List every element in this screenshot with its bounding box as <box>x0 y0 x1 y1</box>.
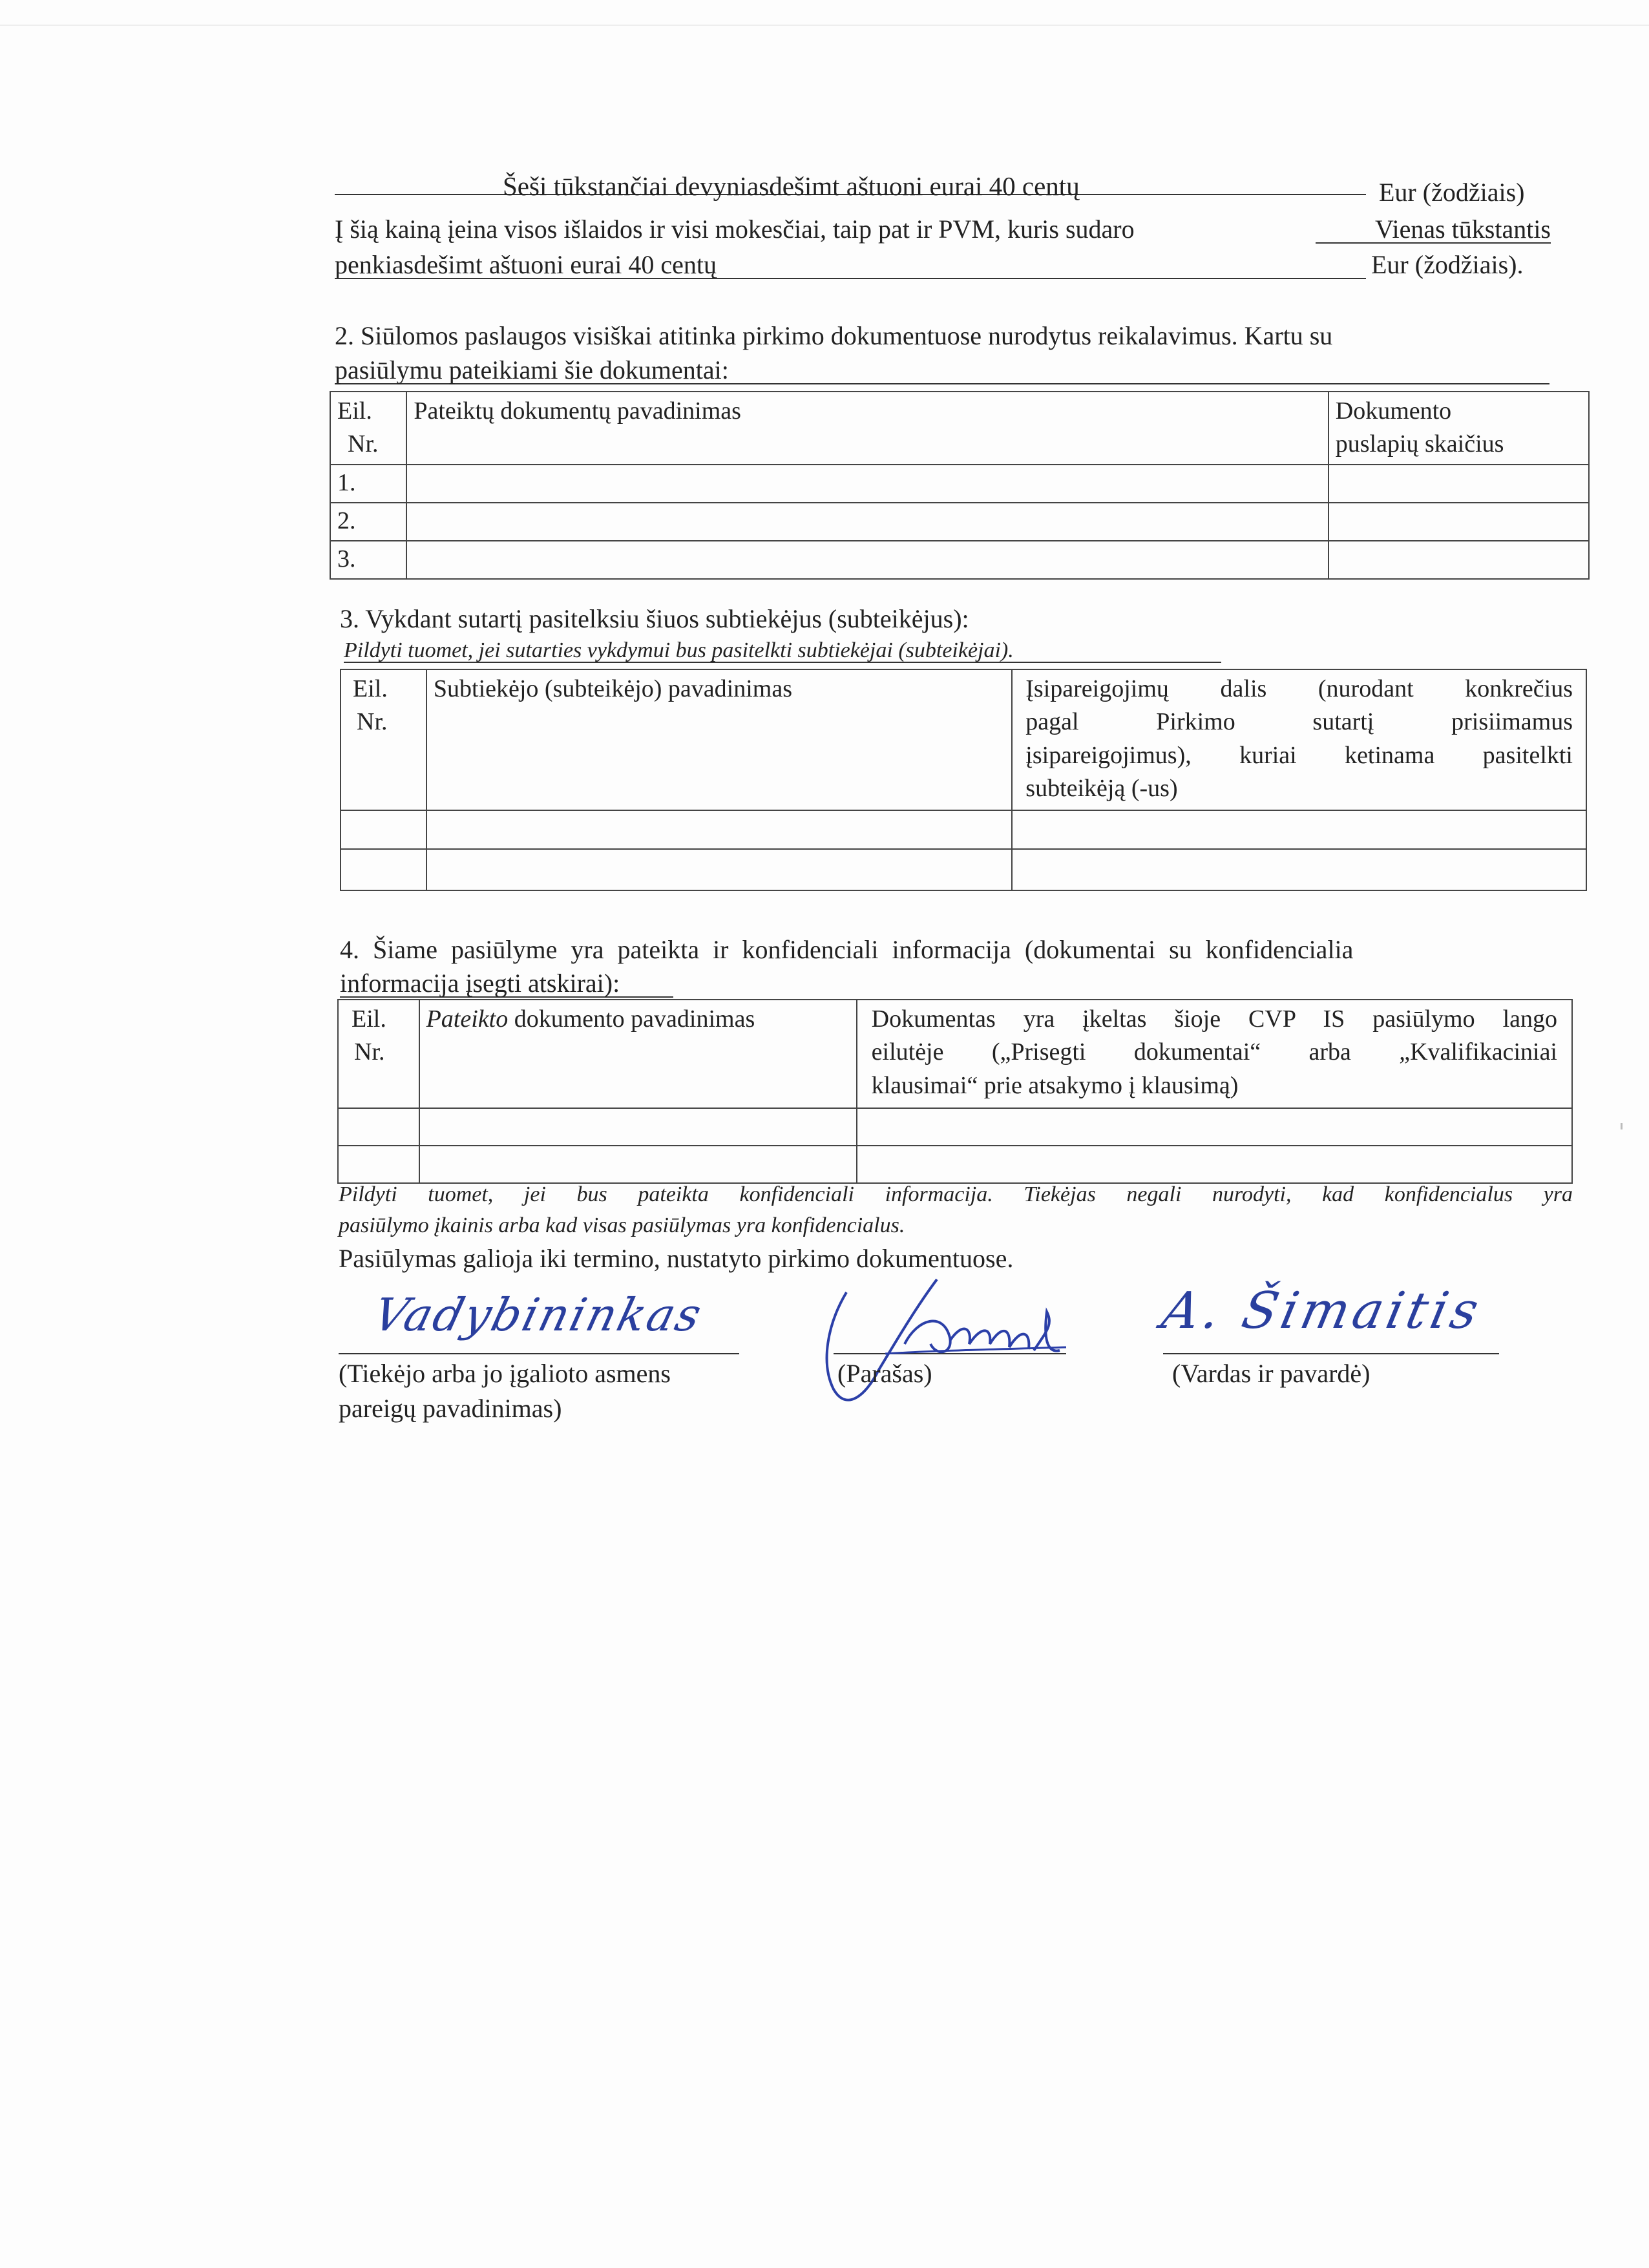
row-obligations-part[interactable] <box>1012 810 1586 849</box>
header-nr-line1: Eil. <box>352 1005 386 1033</box>
table-row <box>330 465 1589 503</box>
header-nr <box>330 392 406 465</box>
header-upload-location <box>857 1000 1572 1108</box>
table-row <box>341 849 1586 890</box>
section4-note-line1: Pildyti tuomet, jei bus pateikta konfidenciali informacija. Tiekėjas negali nurodyti, kad konfidencialus yra <box>339 1182 1573 1206</box>
table-row <box>341 810 1586 849</box>
vat-eur-label: Eur (žodžiais). <box>1371 250 1524 279</box>
row-doc-name[interactable] <box>406 541 1328 579</box>
row-upload-location[interactable] <box>857 1146 1572 1183</box>
row-subcontractor-name[interactable] <box>426 810 1012 849</box>
row-nr <box>341 810 426 849</box>
row-nr <box>338 1108 419 1146</box>
row-nr <box>341 849 426 890</box>
vat-words-underline <box>335 278 1366 279</box>
table-header-row <box>341 669 1586 810</box>
price-amount-words: Šeši tūkstančiai devyniasdešimt aštuoni eurai 40 centų <box>503 171 1080 201</box>
handwritten-position: Vadybininkas <box>368 1288 709 1341</box>
position-label-line2: pareigų pavadinimas) <box>339 1394 562 1423</box>
table-row <box>330 541 1589 579</box>
header-obligations-line1: Įsipareigojimų dalis (nurodant konkrečius <box>1025 675 1573 702</box>
section2-line2: pasiūlymu pateikiami šie dokumentai: <box>335 357 1549 384</box>
header-nr-line2: Nr. <box>357 708 388 736</box>
row-nr: 1. <box>330 465 406 503</box>
row-nr: 3. <box>330 541 406 579</box>
header-nr-line2: Nr. <box>348 430 379 458</box>
table-header-row <box>338 1000 1572 1108</box>
header-pages-line2: puslapių skaičius <box>1335 430 1504 458</box>
table-header-row <box>330 392 1589 465</box>
section2-line1: 2. Siūlomos paslaugos visiškai atitinka pirkimo dokumentuose nurodytus reikalavimus. Kartu su <box>335 321 1333 350</box>
header-page-count <box>1329 392 1589 465</box>
signature-scribble <box>788 1266 1086 1415</box>
vat-words-part1: Vienas tūkstantis <box>1316 216 1551 244</box>
header-doc-name-rest: dokumento pavadinimas <box>508 1005 755 1033</box>
section4-line1: 4. Šiame pasiūlyme yra pateikta ir konfidenciali informacija (dokumentai su konfidencialia <box>340 935 1354 964</box>
price-eur-label: Eur (žodžiais) <box>1379 178 1525 207</box>
header-nr-line1: Eil. <box>353 675 388 702</box>
section3-title: 3. Vykdant sutartį pasitelksiu šiuos subtiekėjus (subteikėjus): <box>340 604 969 633</box>
name-label: (Vardas ir pavardė) <box>1172 1359 1371 1388</box>
scan-edge <box>0 25 1649 26</box>
submitted-documents-table <box>330 391 1590 580</box>
header-location-line1: Dokumentas yra įkeltas šioje CVP IS pasiūlymo lango <box>871 1005 1557 1033</box>
row-upload-location[interactable] <box>857 1108 1572 1146</box>
row-page-count[interactable] <box>1329 503 1589 541</box>
price-includes-text: Į šią kainą įeina visos išlaidos ir visi mokesčiai, taip pat ir PVM, kuris sudaro <box>335 215 1135 244</box>
header-nr <box>338 1000 419 1108</box>
vat-words-part2: penkiasdešimt aštuoni eurai 40 centų <box>335 250 717 279</box>
row-subcontractor-name[interactable] <box>426 849 1012 890</box>
table-row <box>330 503 1589 541</box>
section4-note-line2: pasiūlymo įkainis arba kad visas pasiūlymas yra konfidencialus. <box>339 1213 905 1237</box>
row-obligations-part[interactable] <box>1012 849 1586 890</box>
row-doc-name[interactable] <box>419 1108 857 1146</box>
confidential-documents-table <box>337 999 1573 1184</box>
row-nr: 2. <box>330 503 406 541</box>
header-obligations-line4: subteikėją (-us) <box>1025 774 1178 802</box>
scan-speck <box>1621 1123 1623 1129</box>
signature-label: (Parašas) <box>837 1359 932 1388</box>
offer-validity: Pasiūlymas galioja iki termino, nustatyto pirkimo dokumentuose. <box>339 1244 1014 1273</box>
row-doc-name[interactable] <box>406 503 1328 541</box>
name-underline <box>1163 1353 1499 1354</box>
row-page-count[interactable] <box>1329 465 1589 503</box>
subcontractors-table <box>340 669 1587 891</box>
section4-line2: informacija įsegti atskirai): <box>340 971 673 998</box>
row-nr <box>338 1146 419 1183</box>
header-nr-line2: Nr. <box>354 1038 385 1066</box>
table-row <box>338 1108 1572 1146</box>
header-doc-name <box>419 1000 857 1108</box>
header-subcontractor-name: Subtiekėjo (subteikėjo) pavadinimas <box>426 669 1012 810</box>
handwritten-name: A. Šimaitis <box>1157 1282 1487 1340</box>
signature-underline <box>834 1353 1066 1354</box>
header-obligations-part <box>1012 669 1586 810</box>
header-doc-name-italic: Pateikto <box>426 1005 509 1033</box>
position-label-line1: (Tiekėjo arba jo įgalioto asmens <box>339 1359 671 1388</box>
header-location-line3: klausimai“ prie atsakymo į klausimą) <box>871 1071 1239 1099</box>
row-page-count[interactable] <box>1329 541 1589 579</box>
header-nr-line1: Eil. <box>337 397 372 425</box>
position-underline <box>339 1353 739 1354</box>
section3-note: Pildyti tuomet, jei sutarties vykdymui bus pasitelkti subtiekėjai (subteikėjai). <box>344 640 1221 663</box>
row-doc-name[interactable] <box>406 465 1328 503</box>
row-doc-name[interactable] <box>419 1146 857 1183</box>
header-obligations-line3: įsipareigojimus), kuriai ketinama pasitelkti <box>1025 741 1573 769</box>
header-doc-name: Pateiktų dokumentų pavadinimas <box>406 392 1328 465</box>
header-location-line2: eilutėje („Prisegti dokumentai“ arba „Kvalifikaciniai <box>871 1038 1557 1066</box>
header-nr <box>341 669 426 810</box>
header-pages-line1: Dokumento <box>1335 397 1452 425</box>
header-obligations-line2: pagal Pirkimo sutartį prisiimamus <box>1025 708 1573 736</box>
table-row <box>338 1146 1572 1183</box>
